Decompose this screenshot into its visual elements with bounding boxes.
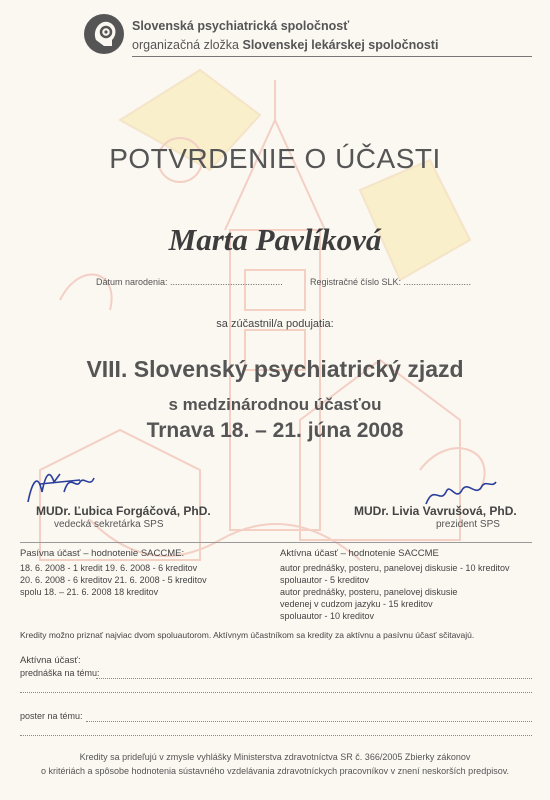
- lecture-line-2: [20, 691, 532, 693]
- left-signatory-role: vedecká sekretárka SPS: [54, 519, 164, 530]
- attended-text: sa zúčastnil/a podujatia:: [216, 318, 334, 330]
- footer-line-2: o kritériách a spôsobe hodnotenia sústavného vzdelávania zdravotníckych pracovníkov v znení neskorších predpisov.: [40, 766, 510, 776]
- org-name: Slovenská psychiatrická spoločnosť: [132, 19, 350, 33]
- org-subtitle: organizačná zložka Slovenskej lekárskej spoločnosti: [132, 38, 439, 52]
- passive-header: Pasívna účasť – hodnotenie SACCME:: [20, 548, 185, 559]
- left-signatory-name: MUDr. Ľubica Forgáčová, PhD.: [36, 504, 211, 518]
- participant-name: Marta Pavlíková: [168, 222, 382, 257]
- footer-line-1: Kredity sa prideľujú v zmysle vyhlášky Ministerstva zdravotníctva SR č. 366/2005 Zbierky zákonov: [79, 752, 471, 762]
- lecture-label: prednáška na tému:: [20, 668, 100, 678]
- list-item: vedenej v cudzom jazyku - 15 kreditov: [280, 599, 433, 609]
- registration-number-field: Registračné číslo SLK: ...........................: [310, 277, 472, 287]
- passive-list: [20, 562, 207, 598]
- section-divider: [20, 542, 532, 543]
- header-divider: [132, 56, 532, 57]
- poster-line-2: [20, 734, 532, 736]
- poster-label: poster na tému:: [20, 711, 83, 721]
- list-item: spoluautor - 5 kreditov: [280, 575, 370, 585]
- list-item: 18. 6. 2008 - 1 kredit 19. 6. 2008 - 6 kreditov: [20, 563, 198, 573]
- list-item: autor prednášky, posteru, panelovej diskusie - 10 kreditov: [280, 563, 510, 573]
- right-signatory-name: MUDr. Livia Vavrušová, PhD.: [354, 504, 517, 518]
- event-title: VIII. Slovenský psychiatrický zjazd: [86, 356, 464, 382]
- society-logo-icon: [82, 12, 126, 56]
- credits-note: Kredity možno priznať najviac dvom spoluautorom. Aktívnym účastníkom sa kredity za aktívnu a pasívnu účasť sčitavajú.: [20, 630, 475, 640]
- right-signatory-role: prezident SPS: [436, 519, 500, 530]
- active-form-header: Aktívna účasť:: [20, 655, 81, 666]
- lecture-line-1: [96, 677, 532, 679]
- birth-date-field: Dátum narodenia: .............................................: [96, 277, 283, 287]
- certificate-title: POTVRDENIE O ÚČASTI: [109, 143, 441, 174]
- list-item: spolu 18. – 21. 6. 2008 18 kreditov: [20, 587, 159, 597]
- list-item: autor prednášky, posteru, panelovej diskusie: [280, 587, 458, 597]
- active-list: [280, 562, 509, 622]
- event-date-place: Trnava 18. – 21. júna 2008: [146, 419, 404, 442]
- event-subtitle: s medzinárodnou účasťou: [168, 395, 382, 414]
- list-item: spoluautor - 10 kreditov: [280, 611, 375, 621]
- active-header: Aktívna účasť – hodnotenie SACCME: [280, 548, 439, 559]
- list-item: 20. 6. 2008 - 6 kreditov 21. 6. 2008 - 5 kreditov: [20, 575, 207, 585]
- poster-line-1: [86, 720, 532, 722]
